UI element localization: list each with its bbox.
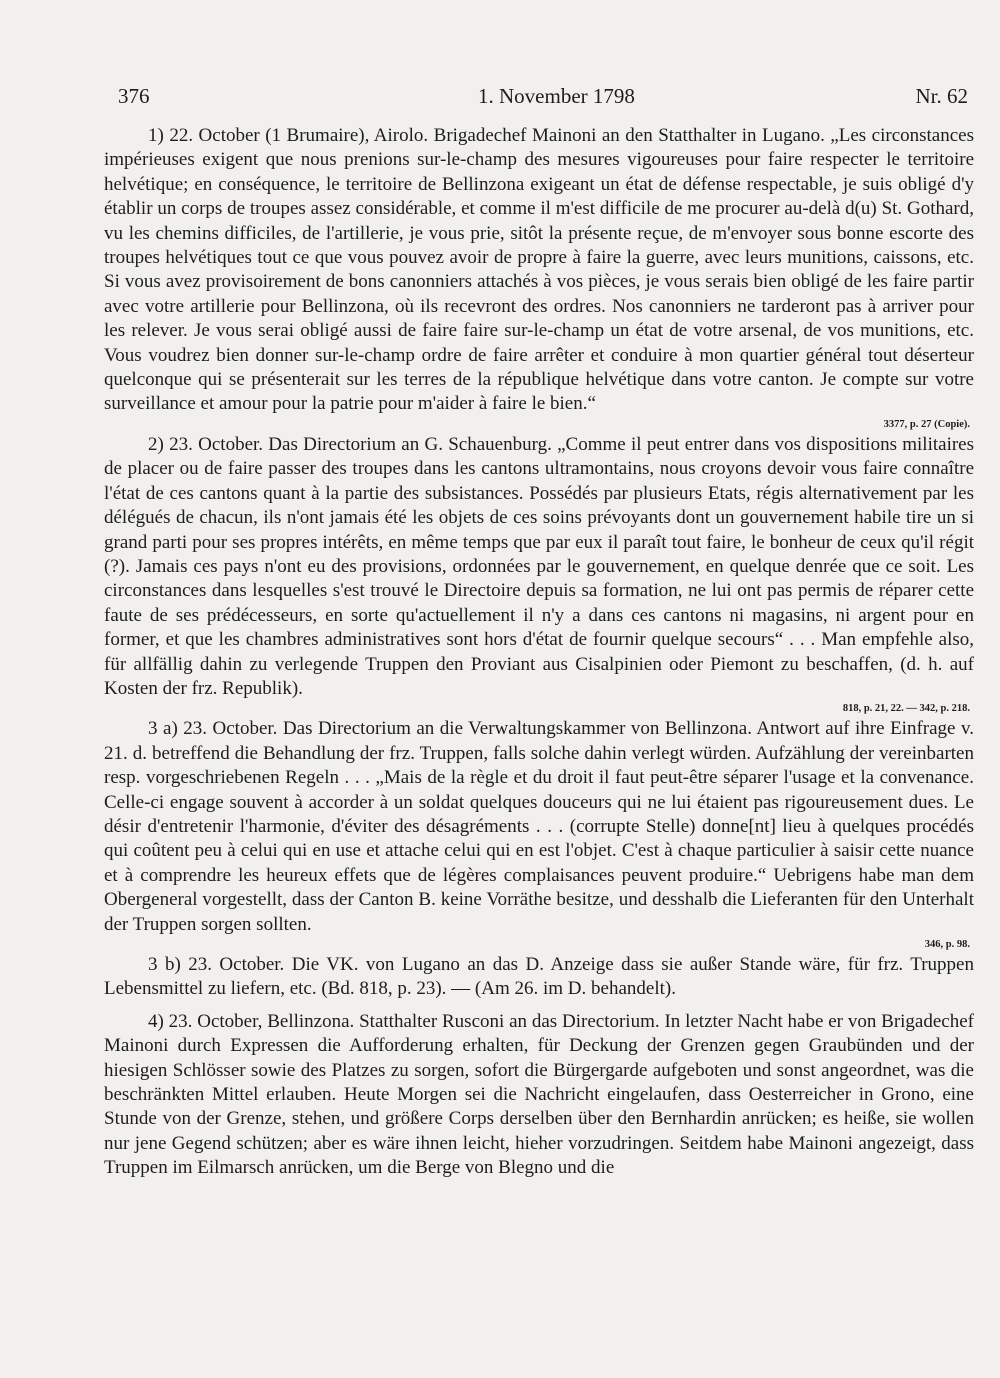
entry-4-text: 4) 23. October, Bellinzona. Statthalter Rusconi an das Directorium. In letzter Nacht habe er von Brigadechef Mainoni durch Expressen die Aufforderung erhalten, für Deckung der Grenzen gegen Graubünden und der hiesigen Schlösser sowie des Platzes zu sorgen, sofort die Bürgergarde aufgeboten und sonst angeordnet, was die beschränkten Mittel erlauben. Heute Morgen sei die Nachricht eingelaufen, dass Oesterreicher in Grono, eine Stunde von der Grenze, stehen, und größere Corps derselben über den Bernhardin anrücken; es heiße, sie wollen nur jene Gegend schützen; aber es wäre ihnen leicht, hieher vorzudringen. Seitdem habe Mainoni angezeigt, dass Truppen im Eilmarsch anrücken, um die Berge von Blegno und die bbox=[104, 1010, 974, 1179]
entry-3a-text: 3 a) 23. October. Das Directorium an die Verwaltungskammer von Bellinzona. Antwort auf ihre Einfrage v. 21. d. betreffend die Behandlung der frz. Truppen, falls solche dahin verlegt würden. Aufzählung der vereinbarten resp. vorgeschriebenen Regeln . . . „Mais de la règle et du droit il faut peut-être séparer l'usage et la convenance. Celle-ci engage souvent à accorder à un soldat quelques douceurs qui ne lui étaient pas rigoureusement dues. Le désir d'entretenir l'harmonie, d'éviter des désagréments . . . (corrupte Stelle) donne[nt] lieu à quelques procédés qui coûtent peu à celui qui en use et attache celui qui en est l'objet. C'est à chaque particulier à saisir cette nuance et à comprendre les heureux effets que de légères complaisances peuvent produire.“ Uebrigens habe man dem Obergeneral vorgestellt, dass der Canton B. keine Vorräthe besitze, und desshalb die Lieferanten für den Unterhalt der Truppen sorgen sollten. bbox=[104, 718, 974, 935]
entry-1-reference: 3377, p. 27 (Copie). bbox=[883, 418, 970, 430]
entry-3b-text: 3 b) 23. October. Die VK. von Lugano an das D. Anzeige dass sie außer Stande wäre, für frz. Truppen Lebensmittel zu liefern, etc. (Bd. 818, p. 23). — (Am 26. im D. behandelt). bbox=[104, 954, 974, 1000]
entry-2-text: 2) 23. October. Das Directorium an G. Schauenburg. „Comme il peut entrer dans vos dispositions militaires de placer ou de faire passer des troupes dans les cantons ultramontains, nous croyons devoir vous faire connaître l'état de ces cantons quant à la partie des subsistances. Possédés par plusieurs Etats, régis alternativement par les délégués de chacun, ils n'ont jamais été les objets de ces soins prévoyants dont un gouvernement habile tire un si grand parti pour ses propres intérêts, en même temps que par eux il paraît tout faire, le bonheur de ceux qu'il régit (?). Jamais ces pays n'ont eu des provisions, ordonnées par le gouvernement, en quelque denrée que ce soit. Les circonstances dans lesquelles s'est trouvé le Directoire depuis sa formation, ne lui ont pas permis de réparer cette faute de ses prédécesseurs, en sorte qu'actuellement il n'y a dans ces cantons ni magasins, ni argent pour en former, et que les chambres administratives sont hors d'état de fournir quelque secours“ . . . Man empfehle also, für allfällig dahin zu verlegende Truppen den Proviant aus Cisalpinien oder Piemont zu beschaffen, (d. h. auf Kosten der frz. Republik). bbox=[104, 433, 974, 699]
document-number: Nr. 62 bbox=[915, 84, 968, 108]
header-title: 1. November 1798 bbox=[478, 84, 635, 108]
entry-1-text: 1) 22. October (1 Brumaire), Airolo. Brigadechef Mainoni an den Statthalter in Lugano. „Les circonstances impérieuses exigent que nous prenions sur-le-champ des mesures vigoureuses pour faire respecter le territoire helvétique; en conséquence, le territoire de Bellinzona exigeant un état de défense respectable, je suis obligé d'y établir un corps de troupes assez considérable, et comme il m'est difficile de me procurer au-delà d(u) St. Gothard, vu les chemins difficiles, de l'artillerie, je vous prie, sitôt la présente reçue, de m'envoyer sous bonne escorte des troupes helvétiques tout ce que vous pouvez avoir de propre à faire la guerre, avec leurs munitions, caissons, etc. Si vous avez provisoirement de bons canonniers attachés à vos pièces, je vous serais bien obligé de les faire partir avec votre artillerie pour Bellinzona, où ils recevront des ordres. Nos canonniers ne tarderont pas à arriver pour les relever. Je vous serai obligé aussi de faire faire sur-le-champ un état de votre arsenal, de vos munitions, etc. Vous voudrez bien donner sur-le-champ ordre de faire arrêter et conduire à mon quartier général tout déserteur quelconque qui se présenterait sur les terres de la république helvétique dans votre canton. Je compte sur votre surveillance et amour pour la patrie pour m'aider à faire le bien.“ bbox=[104, 125, 974, 415]
page-number: 376 bbox=[118, 84, 150, 108]
page-body bbox=[104, 124, 974, 1181]
running-header bbox=[118, 84, 968, 112]
entry-2-reference: 818, p. 21, 22. — 342, p. 218. bbox=[842, 703, 970, 715]
entry-3a-reference: 346, p. 98. bbox=[924, 939, 970, 950]
